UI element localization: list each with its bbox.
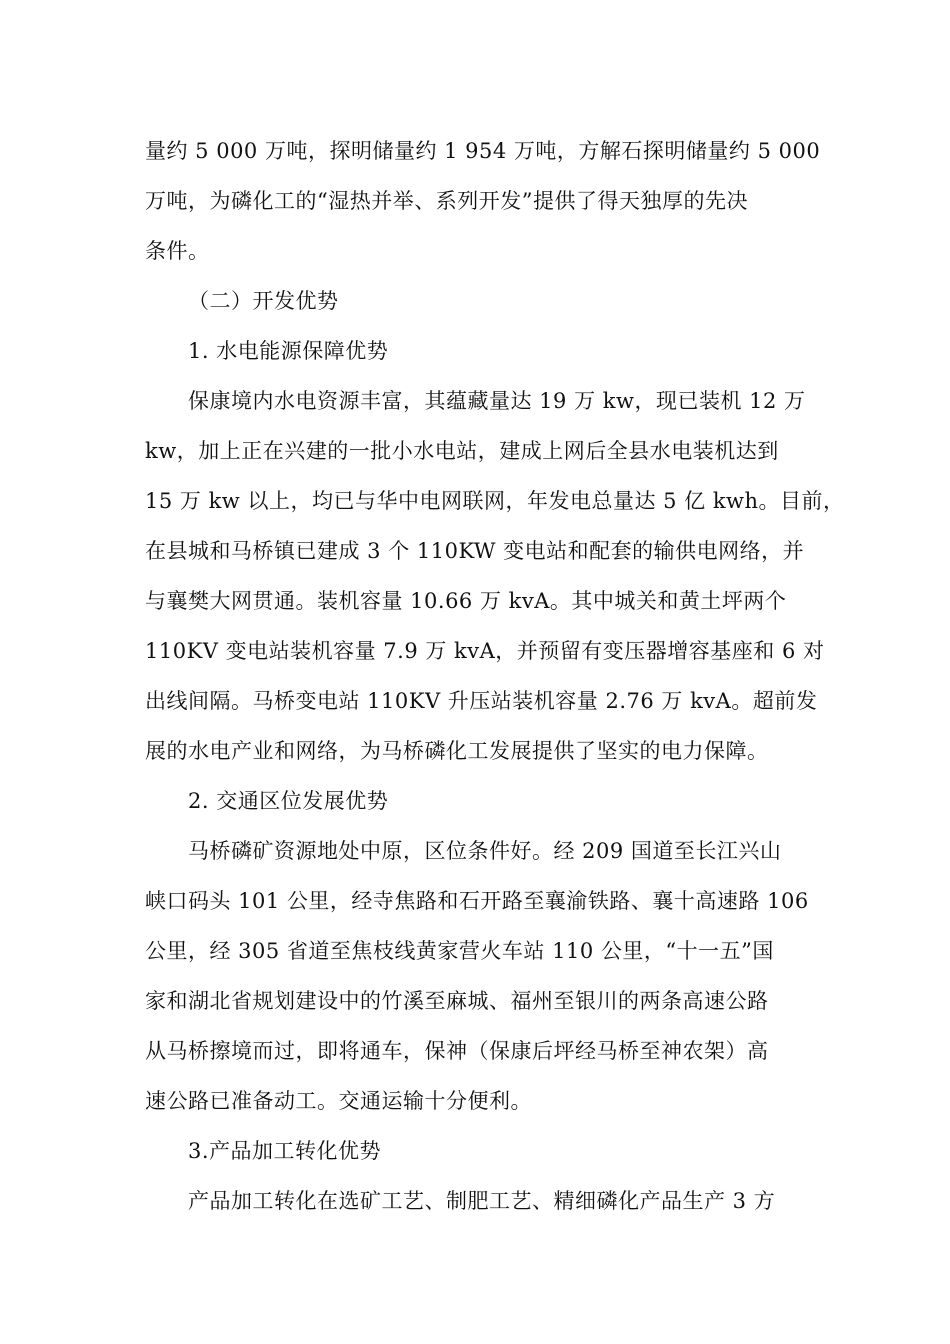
paragraph-line: 产品加工转化在选矿工艺、制肥工艺、精细磷化产品生产 3 方	[188, 1189, 776, 1213]
paragraph-line: 从马桥擦境而过，即将通车，保神（保康后坪经马桥至神农架）高	[145, 1039, 769, 1063]
paragraph-line: 出线间隔。马桥变电站 110KV 升压站装机容量 2.76 万 kvA。超前发	[145, 689, 818, 713]
paragraph-line: 公里，经 305 省道至焦枝线黄家营火车站 110 公里，“十一五”国	[145, 939, 774, 963]
paragraph-line: 量约 5 000 万吨，探明储量约 1 954 万吨，方解石探明储量约 5 000	[145, 139, 821, 163]
paragraph-line: 万吨，为磷化工的“湿热并举、系列开发”提供了得天独厚的先决	[145, 189, 748, 213]
paragraph-line: 家和湖北省规划建设中的竹溪至麻城、福州至银川的两条高速公路	[145, 989, 769, 1013]
subsection-heading: 3.产品加工转化优势	[188, 1139, 382, 1163]
paragraph-line: 条件。	[145, 239, 210, 263]
paragraph-line: 速公路已准备动工。交通运输十分便利。	[145, 1089, 532, 1113]
section-heading: （二）开发优势	[188, 289, 339, 313]
paragraph-line: 峡口码头 101 公里，经寺焦路和石开路至襄渝铁路、襄十高速路 106	[145, 889, 809, 913]
paragraph-line: kw，加上正在兴建的一批小水电站，建成上网后全县水电装机达到	[145, 439, 779, 463]
paragraph-line: 保康境内水电资源丰富，其蕴藏量达 19 万 kw，现已装机 12 万	[188, 389, 806, 413]
paragraph-line: 马桥磷矿资源地处中原，区位条件好。经 209 国道至长江兴山	[188, 839, 782, 863]
subsection-heading: 2. 交通区位发展优势	[188, 789, 389, 813]
paragraph-line: 15 万 kw 以上，均已与华中电网联网，年发电总量达 5 亿 kwh。目前，	[145, 489, 845, 513]
paragraph-line: 展的水电产业和网络，为马桥磷化工发展提供了坚实的电力保障。	[145, 739, 769, 763]
subsection-heading: 1. 水电能源保障优势	[188, 339, 389, 363]
paragraph-line: 在县城和马桥镇已建成 3 个 110KW 变电站和配套的输供电网络，并	[145, 539, 805, 563]
paragraph-line: 110KV 变电站装机容量 7.9 万 kvA，并预留有变压器增容基座和 6 对	[145, 639, 825, 663]
paragraph-line: 与襄樊大网贯通。装机容量 10.66 万 kvA。其中城关和黄土坪两个	[145, 589, 787, 613]
